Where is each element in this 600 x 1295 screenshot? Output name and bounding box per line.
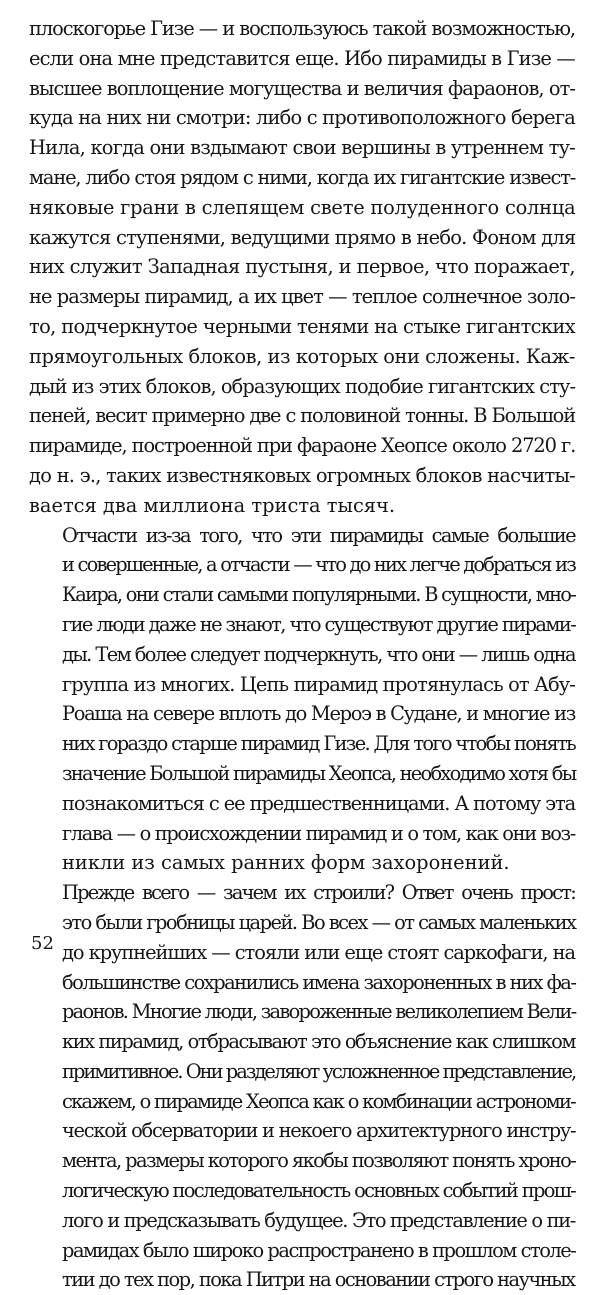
text-line: это были гробницы царей. Во всех — от самых маленьких [62, 910, 576, 934]
text-line: познакомиться с ее предшественницами. А потому эта [62, 791, 576, 815]
text-line: них гораздо старше пирамид Гизе. Для того чтобы понять [62, 732, 575, 756]
text-line: если она мне представится еще. Ибо пирамиды в Гизе — [29, 46, 575, 70]
text-line: не размеры пирамид, а их цвет — теплое солнечное золо- [29, 285, 575, 309]
text-line: них служит Западная пустыня, и первое, что поражает, [29, 255, 575, 279]
text-line: пирамиде, построенной при фараоне Хеопсе около 2720 г. [29, 434, 576, 458]
text-line: скажем, о пирамиде Хеопса как о комбинации астрономи- [62, 1089, 575, 1113]
text-line: дый из этих блоков, образующих подобие гигантских сту- [29, 374, 576, 398]
text-line: то, подчеркнутое черными тенями на стыке гигантских [29, 314, 575, 338]
text-line: ды. Тем более следует подчеркнуть, что они — лишь одна [62, 642, 575, 666]
text-line: большинстве сохранились имена захороненных в них фа- [62, 970, 576, 994]
text-line: Нила, когда они вздымают свои вершины в утреннем ту- [29, 136, 575, 160]
text-line: гие люди даже не знают, что существуют другие пирами- [62, 612, 576, 636]
text-line: тии до тех пор, пока Питри на основании строго научных [62, 1268, 575, 1292]
text-line: высшее воплощение могущества и величия фараонов, от- [29, 76, 575, 100]
paragraph-1 [29, 14, 575, 521]
paragraph-3 [29, 878, 575, 1295]
text-line: Каира, они стали самыми популярными. В сущности, мно- [62, 583, 576, 607]
page-text [29, 14, 575, 1295]
text-line: и совершенные, а отчасти — что до них легче добраться из [62, 553, 575, 577]
text-line: логическую последовательность основных событий прош- [62, 1179, 575, 1203]
text-line: никли из самых ранних форм захоронений. [62, 851, 510, 875]
text-line: кажутся ступенями, ведущими прямо в небо. Фоном для [29, 225, 576, 249]
paragraph-2 [29, 521, 575, 879]
text-line: до н. э., таких известняковых огромных блоков насчиты- [29, 463, 575, 487]
text-line: вается два миллиона триста тысяч. [29, 493, 396, 517]
text-line: ких пирамид, отбрасывают это объяснение как слишком [62, 1030, 575, 1054]
text-line: до крупнейших — стояли или еще стоят саркофаги, на [62, 940, 575, 964]
text-line: Отчасти из-за того, что эти пирамиды самые большие [62, 523, 575, 547]
text-line: плоскогорье Гизе — и воспользуюсь такой возможностью, [29, 17, 575, 40]
text-line: прямоугольных блоков, из которых они сложены. Каж- [29, 344, 575, 368]
text-line: группа из многих. Цепь пирамид протянулась от Абу- [62, 672, 575, 696]
text-line: няковые грани в слепящем свете полуденного солнца [29, 195, 576, 219]
text-line: значение Большой пирамиды Хеопса, необходимо хотя бы [62, 761, 576, 785]
text-line: ческой обсерватории и некоего архитектурного инстру- [62, 1119, 576, 1143]
page-number: 52 [31, 933, 54, 954]
text-line: мента, размеры которого якобы позволяют понять хроно- [62, 1149, 576, 1173]
text-line: Прежде всего — зачем их строили? Ответ очень прост: [62, 881, 575, 905]
text-line: Роаша на севере вплоть до Мероэ в Судане, и многие из [62, 702, 575, 726]
text-line: глава — о происхождении пирамид и о том, как они воз- [62, 821, 575, 845]
text-line: раонов. Многие люди, завороженные великолепием Вели- [62, 1000, 576, 1024]
text-line: лого и предсказывать будущее. Это представление о пи- [62, 1208, 575, 1232]
text-line: мане, либо стоя рядом с ними, когда их гигантские извест- [29, 165, 576, 189]
text-line: пеней, весит примерно две с половиной тонны. В Большой [29, 404, 575, 428]
text-line: примитивное. Они разделяют усложненное представление, [62, 1059, 576, 1083]
text-line: куда на них ни смотри: либо с противоположного берега [29, 106, 575, 130]
text-line: рамидах было широко распространено в прошлом столе- [62, 1238, 576, 1262]
